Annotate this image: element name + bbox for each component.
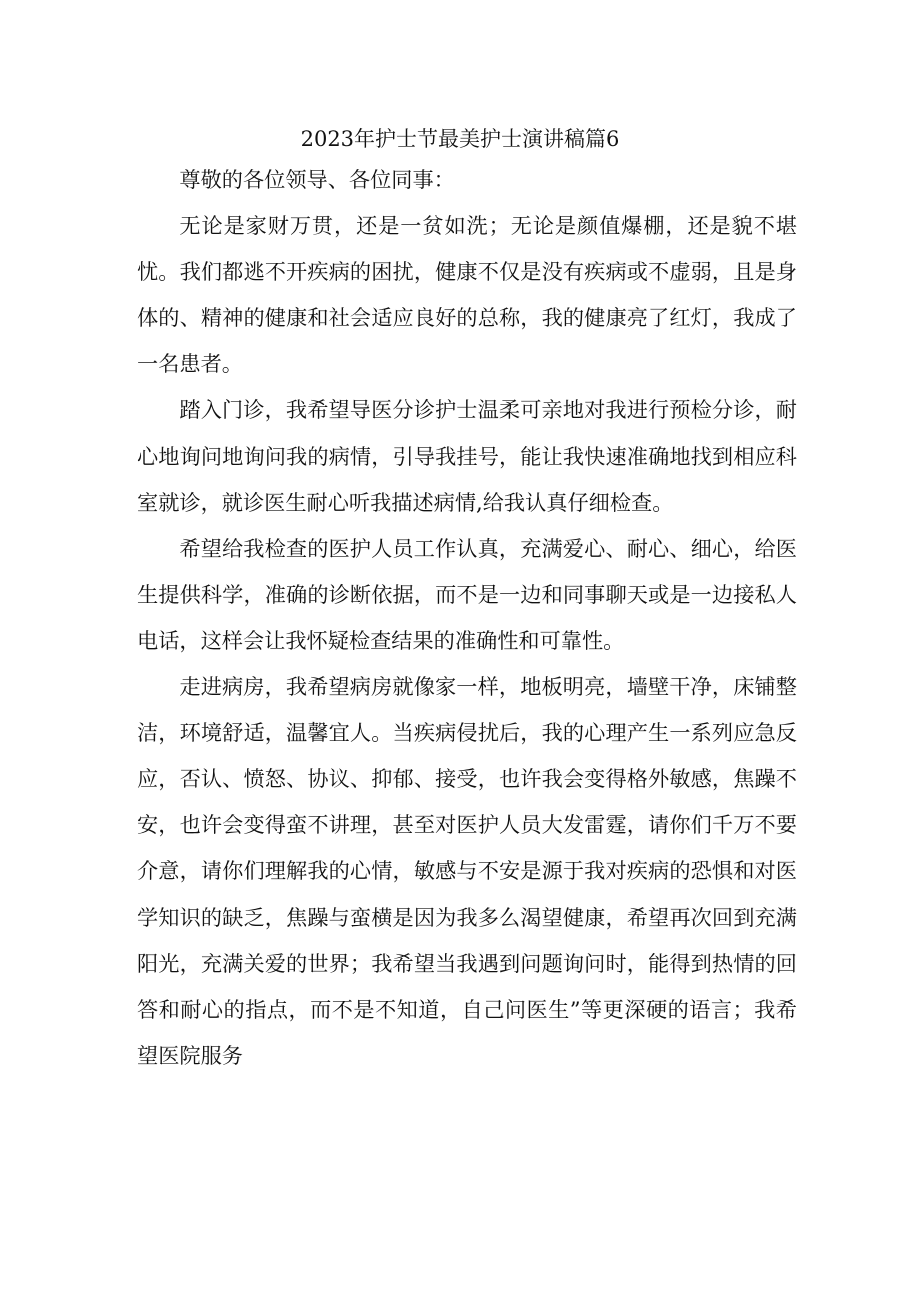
- body-paragraph: 走进病房，我希望病房就像家一样，地板明亮，墙壁干净，床铺整洁，环境舒适，温馨宜人。当疾病侵扰后，我的心理产生一系列应急反应，否认、愤怒、协议、抑郁、接受，也许我会变得格外敏感，焦躁不安，也许会变得蛮不讲理，甚至对医护人员大发雷霆，请你们千万不要介意，请你们理解我的心情，敏感与不安是源于我对疾病的恐惧和对医学知识的缺乏，焦躁与蛮横是因为我多么渴望健康，希望再次回到充满阳光，充满关爱的世界；我希望当我遇到问题询问时，能得到热情的回答和耐心的指点，而不是不知道，自己问医生”等更深硬的语言；我希望医院服务: [137, 674, 797, 1068]
- salutation-paragraph: 尊敬的各位领导、各位同事：: [179, 167, 455, 192]
- document-body: [137, 157, 797, 1079]
- body-paragraph: 无论是家财万贯，还是一贫如洗；无论是颜值爆棚，还是貌不堪忧。我们都逃不开疾病的困扰，健康不仅是没有疾病或不虚弱，且是身体的、精神的健康和社会适应良好的总称，我的健康亮了红灯，我成了一名患者。: [137, 213, 797, 377]
- body-paragraph: 希望给我检查的医护人员工作认真，充满爱心、耐心、细心，给医生提供科学，准确的诊断依据，而不是一边和同事聊天或是一边接私人电话，这样会让我怀疑检查结果的准确性和可靠性。: [137, 535, 797, 653]
- document-title: 2023年护士节最美护士演讲稿篇6: [300, 127, 620, 151]
- body-paragraph: 踏入门诊，我希望导医分诊护士温柔可亲地对我进行预检分诊，耐心地询问地询问我的病情，引导我挂号，能让我快速准确地找到相应科室就诊，就诊医生耐心听我描述病情,给我认真仔细检查。: [137, 397, 797, 515]
